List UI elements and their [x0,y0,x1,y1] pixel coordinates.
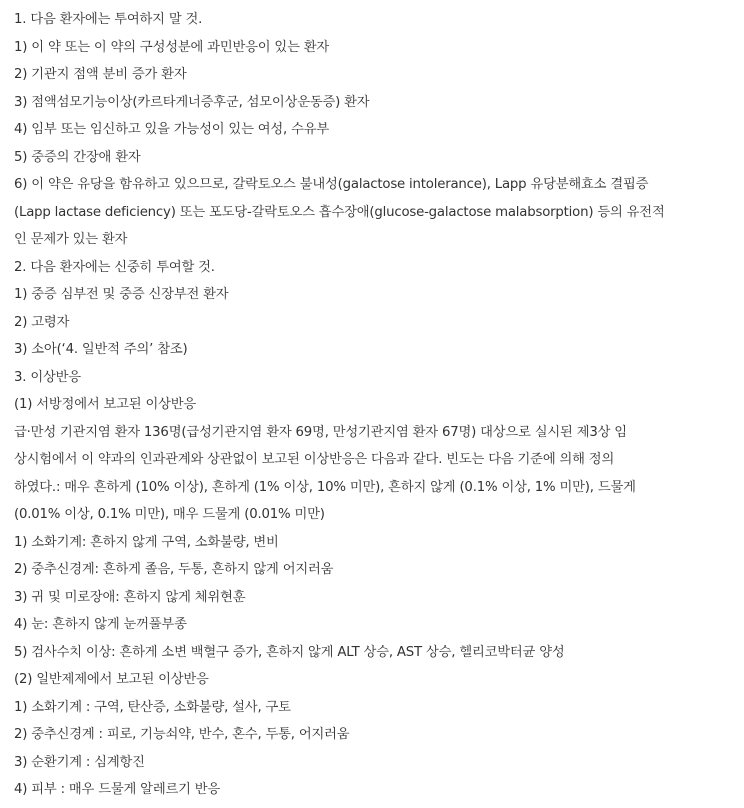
list-item: 3) 귀 및 미로장애: 흔하지 않게 체위현훈 [14,589,246,605]
list-item: 6) 이 약은 유당을 함유하고 있으므로, 갈락토오스 불내성(galactose intolerance), Lapp 유당분해효소 결핍증 [14,177,649,192]
paragraph-line: 상시험에서 이 약과의 인과관계와 상관없이 보고된 이상반응은 다음과 같다. 빈도는 다음 기준에 의해 정의 [14,452,615,467]
subsection-heading: (1) 서방정에서 보고된 이상반응 [14,397,197,412]
list-item: 2) 중추신경계 : 피로, 기능쇠약, 반수, 혼수, 두통, 어지러움 [14,727,350,742]
section-heading-adverse-reactions: 3. 이상반응 [14,369,81,385]
list-item: 2) 고령자 [14,314,70,330]
list-item: 4) 눈: 흔하지 않게 눈꺼풀부종 [14,617,187,632]
section-heading-contraindications: 1. 다음 환자에는 투여하지 말 것. [14,12,203,27]
list-item: 4) 임부 또는 임신하고 있을 가능성이 있는 여성, 수유부 [14,122,330,137]
list-item: 1) 소화기계: 흔하지 않게 구역, 소화불량, 변비 [14,534,279,550]
list-item-continuation: 인 문제가 있는 환자 [14,232,128,247]
paragraph-line: (0.01% 이상, 0.1% 미만), 매우 드물게 (0.01% 미만) [14,507,325,522]
list-item-continuation: (Lapp lactase deficiency) 또는 포도당-갈락토오스 흡수장애(glucose-galactose malabsorption) 등의 유전적 [14,204,665,220]
list-item: 3) 순환기계 : 심계항진 [14,754,145,770]
list-item: 1) 중증 심부전 및 중증 신장부전 환자 [14,287,229,302]
list-item: 5) 검사수치 이상: 흔하게 소변 백혈구 증가, 흔하지 않게 ALT 상승, AST 상승, 헬리코박터균 양성 [14,644,565,660]
list-item: 3) 소아(‘4. 일반적 주의’ 참조) [14,342,188,357]
section-heading-caution: 2. 다음 환자에는 신중히 투여할 것. [14,259,215,275]
list-item: 4) 피부 : 매우 드물게 알레르기 반응 [14,782,221,797]
paragraph-line: 하였다.: 매우 흔하게 (10% 이상), 흔하게 (1% 이상, 10% 미만), 흔하지 않게 (0.1% 이상, 1% 미만), 드물게 [14,479,636,495]
list-item: 5) 중증의 간장애 환자 [14,149,141,165]
subsection-heading: (2) 일반제제에서 보고된 이상반응 [14,672,209,687]
list-item: 2) 중추신경계: 흔하게 졸음, 두통, 흔하지 않게 어지러움 [14,562,334,577]
list-item: 2) 기관지 점액 분비 증가 환자 [14,67,187,82]
list-item: 1) 소화기계 : 구역, 탄산증, 소화불량, 설사, 구토 [14,699,291,715]
document-body [14,6,740,804]
list-item: 3) 점액섬모기능이상(카르타게너증후군, 섬모이상운동증) 환자 [14,94,370,110]
list-item: 1) 이 약 또는 이 약의 구성성분에 과민반응이 있는 환자 [14,39,330,55]
paragraph-line: 급·만성 기관지염 환자 136명(급성기관지염 환자 69명, 만성기관지염 환자 67명) 대상으로 실시된 제3상 임 [14,424,627,440]
